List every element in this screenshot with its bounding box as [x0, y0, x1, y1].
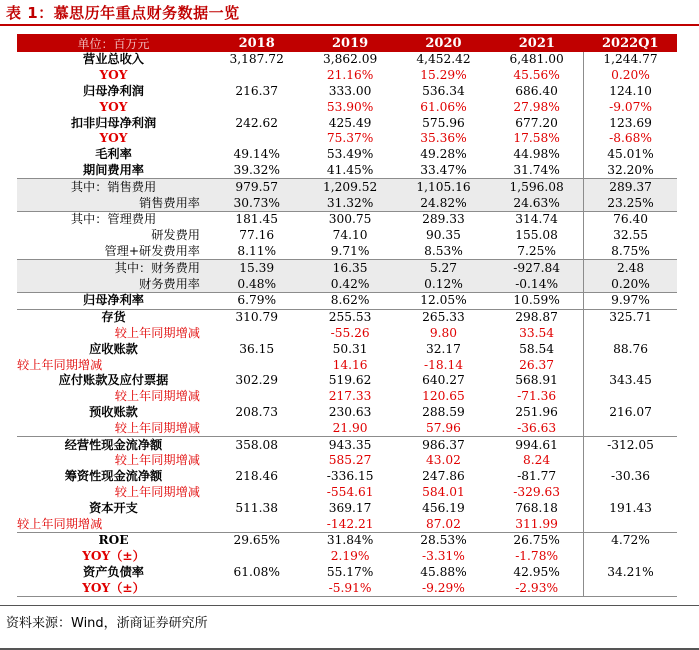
row-value: 247.86: [422, 469, 465, 484]
row-value: 640.27: [422, 373, 465, 388]
row-label: 预收账款: [89, 404, 138, 419]
table-row: [17, 292, 677, 309]
row-value: 123.69: [584, 115, 677, 131]
row-value: 24.82%: [397, 195, 490, 211]
row-value: 242.62: [235, 115, 279, 130]
row-value: 9.71%: [330, 243, 370, 258]
table-row: [17, 115, 677, 131]
row-value: 230.63: [328, 404, 372, 419]
row-value: [210, 453, 303, 469]
row-value: [210, 389, 303, 405]
row-value: 120.65: [422, 389, 465, 404]
table-row: [17, 532, 677, 548]
row-value: 42.95%: [513, 564, 560, 579]
table-row: [17, 52, 677, 68]
row-value: 536.34: [422, 83, 465, 98]
row-value: 76.40: [584, 211, 677, 227]
row-label: 较上年同期增减: [17, 357, 103, 372]
row-value: 31.84%: [303, 532, 396, 548]
row-value: 255.53: [303, 309, 396, 325]
row-value: 6.79%: [210, 292, 303, 309]
row-value: 53.90%: [326, 99, 374, 114]
table-row: [17, 341, 677, 357]
row-value: 994.61: [490, 437, 583, 453]
row-value: [584, 485, 677, 501]
unit-header: 单位：百万元: [17, 34, 210, 52]
row-value: -927.84: [490, 260, 583, 276]
row-value: -30.36: [584, 469, 677, 485]
row-value: 0.12%: [397, 276, 490, 292]
row-value: 5.27: [397, 260, 490, 276]
row-value: 333.00: [328, 83, 372, 98]
row-value: 26.37: [519, 357, 555, 372]
row-value: 218.46: [235, 469, 279, 484]
row-value: 358.08: [210, 437, 303, 453]
row-label: YOY: [99, 68, 128, 83]
year-header: 2019: [303, 34, 396, 52]
row-value: [210, 580, 303, 596]
row-value: 33.47%: [420, 162, 467, 177]
row-value: -9.29%: [397, 580, 490, 596]
row-value: [584, 420, 677, 436]
row-value: 943.35: [303, 437, 396, 453]
table-row: [17, 326, 677, 342]
row-value: 15.39: [210, 260, 303, 276]
table-row: [17, 276, 677, 292]
row-value: -71.36: [517, 389, 557, 404]
row-value: [584, 516, 677, 532]
row-value: 124.10: [584, 84, 677, 100]
row-value: [584, 580, 677, 596]
row-value: 217.33: [328, 389, 372, 404]
row-label: YOY: [99, 131, 128, 146]
row-value: 289.33: [397, 211, 490, 227]
row-value: 44.98%: [513, 147, 560, 162]
row-value: 0.20%: [584, 68, 677, 84]
row-value: [584, 357, 677, 373]
row-value: -329.63: [513, 484, 560, 499]
row-value: 986.37: [397, 437, 490, 453]
row-value: 34.21%: [584, 565, 677, 581]
row-label: 资产负债率: [83, 564, 144, 579]
row-value: 3,862.09: [322, 52, 378, 67]
row-value: 50.31: [332, 341, 368, 356]
row-label: 应付账款及应付票据: [58, 373, 169, 388]
row-label: 经营性现金流净额: [17, 437, 210, 453]
row-value: [584, 453, 677, 469]
row-value: 23.25%: [584, 195, 677, 211]
year-header: 2022Q1: [584, 34, 677, 52]
row-value: 1,596.08: [490, 179, 583, 195]
row-label: 较上年同期增减: [114, 325, 200, 340]
row-value: 14.16: [332, 357, 368, 372]
row-value: 3,187.72: [229, 52, 284, 67]
row-value: 585.27: [328, 453, 372, 468]
row-value: [210, 357, 303, 373]
row-value: -554.61: [326, 484, 374, 499]
row-value: 21.16%: [326, 68, 374, 83]
row-value: 8.11%: [237, 243, 277, 258]
row-value: [584, 389, 677, 405]
row-value: 584.01: [422, 484, 465, 499]
row-value: 16.35: [303, 260, 396, 276]
row-value: 21.90: [332, 420, 368, 435]
row-value: 310.79: [210, 309, 303, 325]
row-label: 应收账款: [89, 341, 138, 356]
row-value: 425.49: [328, 115, 372, 130]
table-row: [17, 84, 677, 100]
row-value: -2.93%: [490, 580, 583, 596]
row-value: 57.96: [426, 420, 461, 435]
row-value: 979.57: [210, 179, 303, 195]
row-value: -81.77: [517, 469, 557, 484]
table-row: [17, 99, 677, 115]
row-value: 30.73%: [210, 195, 303, 211]
row-value: -3.31%: [422, 549, 465, 564]
row-label: 较上年同期增减: [114, 484, 200, 499]
row-value: 32.17: [426, 341, 461, 356]
row-value: 87.02: [426, 516, 461, 531]
row-label: 营业总收入: [83, 52, 144, 67]
row-value: 31.74%: [513, 162, 560, 177]
row-value: [584, 549, 677, 565]
row-value: 289.37: [584, 179, 677, 195]
source-note: 资料来源：Wind，浙商证券研究所: [6, 616, 208, 631]
row-value: 88.76: [584, 341, 677, 357]
row-value: 31.32%: [303, 195, 396, 211]
row-value: [210, 420, 303, 436]
row-value: 49.28%: [420, 147, 467, 162]
row-value: 0.42%: [303, 276, 396, 292]
row-value: 191.43: [584, 500, 677, 516]
year-header: 2018: [210, 34, 303, 52]
row-value: 686.40: [515, 83, 558, 98]
row-label: YOY（±）: [17, 580, 210, 596]
row-value: 314.74: [490, 211, 583, 227]
row-value: 4.72%: [584, 532, 677, 548]
table-row: [17, 485, 677, 501]
row-value: 4,452.42: [416, 52, 471, 67]
row-value: 27.98%: [513, 99, 560, 114]
table-row: [17, 453, 677, 469]
row-value: 26.75%: [490, 532, 583, 548]
row-value: [210, 326, 303, 342]
row-label: 研发费用: [151, 228, 200, 243]
row-label: ROE: [17, 532, 210, 548]
row-label: 较上年同期增减: [114, 453, 200, 468]
row-label: 其中：财务费用: [17, 260, 210, 276]
row-value: [210, 516, 303, 532]
row-value: [210, 485, 303, 501]
row-value: 36.15: [239, 341, 275, 356]
title-rule: [0, 24, 699, 26]
row-value: -312.05: [584, 437, 677, 453]
row-value: 24.63%: [490, 195, 583, 211]
row-value: 58.54: [519, 341, 555, 356]
row-value: 456.19: [422, 500, 465, 515]
row-value: -142.21: [326, 516, 374, 531]
financial-data-table: [17, 34, 677, 597]
row-value: [210, 99, 303, 115]
table-row: [17, 357, 677, 373]
table-row: [17, 309, 677, 325]
table-row: [17, 389, 677, 405]
table-row: [17, 260, 677, 276]
row-label: 财务费用率: [17, 276, 210, 292]
row-value: 39.32%: [233, 162, 280, 177]
row-value: 49.14%: [233, 147, 280, 162]
row-value: 768.18: [515, 500, 558, 515]
table-row: [17, 405, 677, 421]
row-value: 33.54: [519, 325, 555, 340]
table-row: [17, 228, 677, 244]
table-row: [17, 420, 677, 436]
row-label: 较上年同期增减: [114, 420, 200, 435]
row-value: 9.97%: [584, 292, 677, 309]
row-value: 8.62%: [303, 292, 396, 309]
row-value: -55.26: [330, 325, 370, 340]
row-value: 8.53%: [424, 243, 463, 258]
row-value: 311.99: [515, 516, 558, 531]
row-value: [210, 68, 303, 84]
row-value: -0.14%: [490, 276, 583, 292]
row-value: 28.53%: [397, 532, 490, 548]
row-value: -8.68%: [584, 131, 677, 147]
row-value: 12.05%: [397, 292, 490, 309]
row-value: 61.06%: [420, 99, 467, 114]
year-header: 2020: [397, 34, 490, 52]
row-value: 0.48%: [210, 276, 303, 292]
row-value: 32.20%: [584, 163, 677, 179]
row-value: 181.45: [210, 211, 303, 227]
row-value: 343.45: [584, 373, 677, 389]
row-value: 325.71: [584, 309, 677, 325]
row-value: 75.37%: [326, 131, 374, 146]
row-value: 677.20: [515, 115, 558, 130]
row-label: 其中：销售费用: [17, 179, 210, 195]
row-value: 155.08: [515, 228, 558, 243]
row-value: 7.25%: [517, 243, 556, 258]
row-value: 53.49%: [326, 147, 374, 162]
row-label: 筹资性现金流净额: [64, 469, 163, 484]
row-value: 216.37: [235, 83, 279, 98]
table-row: [17, 500, 677, 516]
row-value: 265.33: [397, 309, 490, 325]
table-row: [17, 179, 677, 195]
row-label: 扣非归母净利润: [70, 115, 157, 130]
row-value: -336.15: [326, 469, 374, 484]
row-value: [210, 549, 303, 565]
table-row: [17, 211, 677, 227]
table-row: [17, 147, 677, 163]
table-row: [17, 437, 677, 453]
row-value: 45.56%: [513, 68, 560, 83]
row-value: -1.78%: [515, 549, 559, 564]
row-value: 90.35: [426, 228, 461, 243]
table-row: [17, 469, 677, 485]
row-value: 77.16: [239, 228, 275, 243]
row-value: 32.55: [584, 228, 677, 244]
row-value: 2.19%: [330, 549, 370, 564]
table-row: [17, 516, 677, 532]
row-label: 较上年同期增减: [17, 516, 103, 531]
row-label: 其中：管理费用: [17, 211, 210, 227]
row-label: YOY（±）: [82, 549, 145, 564]
row-value: 8.24: [523, 453, 551, 468]
row-value: 43.02: [426, 453, 461, 468]
row-value: 208.73: [235, 404, 279, 419]
row-value: 519.62: [328, 373, 372, 388]
row-value: 1,209.52: [303, 179, 396, 195]
table-row: [17, 580, 677, 596]
row-value: 45.01%: [584, 147, 677, 163]
row-label: 存货: [17, 309, 210, 325]
row-value: 74.10: [332, 228, 368, 243]
row-value: 29.65%: [210, 532, 303, 548]
row-value: 41.45%: [326, 162, 374, 177]
row-label: 归母净利润: [83, 83, 144, 98]
row-value: 55.17%: [326, 564, 374, 579]
row-value: 298.87: [490, 309, 583, 325]
row-value: 568.91: [515, 373, 558, 388]
year-header: 2021: [490, 34, 583, 52]
row-value: 1,244.77: [584, 52, 677, 68]
table-row: [17, 549, 677, 565]
row-value: 15.29%: [420, 68, 467, 83]
row-value: 575.96: [422, 115, 465, 130]
row-value: 45.88%: [420, 564, 467, 579]
row-value: 0.20%: [584, 276, 677, 292]
row-value: 1,105.16: [397, 179, 490, 195]
row-value: -18.14: [423, 357, 463, 372]
table-row: [17, 131, 677, 147]
row-value: 251.96: [515, 404, 558, 419]
row-label: 销售费用率: [17, 195, 210, 211]
row-value: 300.75: [303, 211, 396, 227]
row-label: 期间费用率: [83, 162, 144, 177]
row-value: [210, 131, 303, 147]
row-label: 归母净利率: [17, 292, 210, 309]
row-value: 216.07: [584, 405, 677, 421]
row-value: -9.07%: [584, 99, 677, 115]
row-value: 10.59%: [490, 292, 583, 309]
table-row: [17, 373, 677, 389]
row-value: 8.75%: [584, 244, 677, 260]
row-value: -5.91%: [303, 580, 396, 596]
row-value: 511.38: [235, 500, 279, 515]
table-row: [17, 195, 677, 211]
row-label: YOY: [99, 99, 128, 114]
row-value: 9.80: [429, 325, 458, 340]
row-value: 61.08%: [233, 564, 280, 579]
row-value: -36.63: [517, 420, 557, 435]
row-label: 较上年同期增减: [114, 389, 200, 404]
row-value: 35.36%: [420, 131, 467, 146]
table-row: [17, 163, 677, 179]
row-value: 6,481.00: [509, 52, 564, 67]
row-label: 管理+研发费用率: [104, 243, 200, 258]
row-value: 2.48: [584, 260, 677, 276]
row-value: 302.29: [235, 373, 279, 388]
source-rule: [0, 605, 699, 606]
table-title: 表 1：慕思历年重点财务数据一览: [6, 4, 240, 22]
row-value: [584, 326, 677, 342]
header-row: [17, 34, 677, 52]
row-label: 毛利率: [95, 147, 132, 162]
row-label: 资本开支: [89, 500, 138, 515]
row-value: 369.17: [328, 500, 372, 515]
row-value: 17.58%: [513, 131, 560, 146]
table-row: [17, 244, 677, 260]
row-value: 288.59: [422, 404, 465, 419]
table-row: [17, 68, 677, 84]
table-row: [17, 565, 677, 581]
